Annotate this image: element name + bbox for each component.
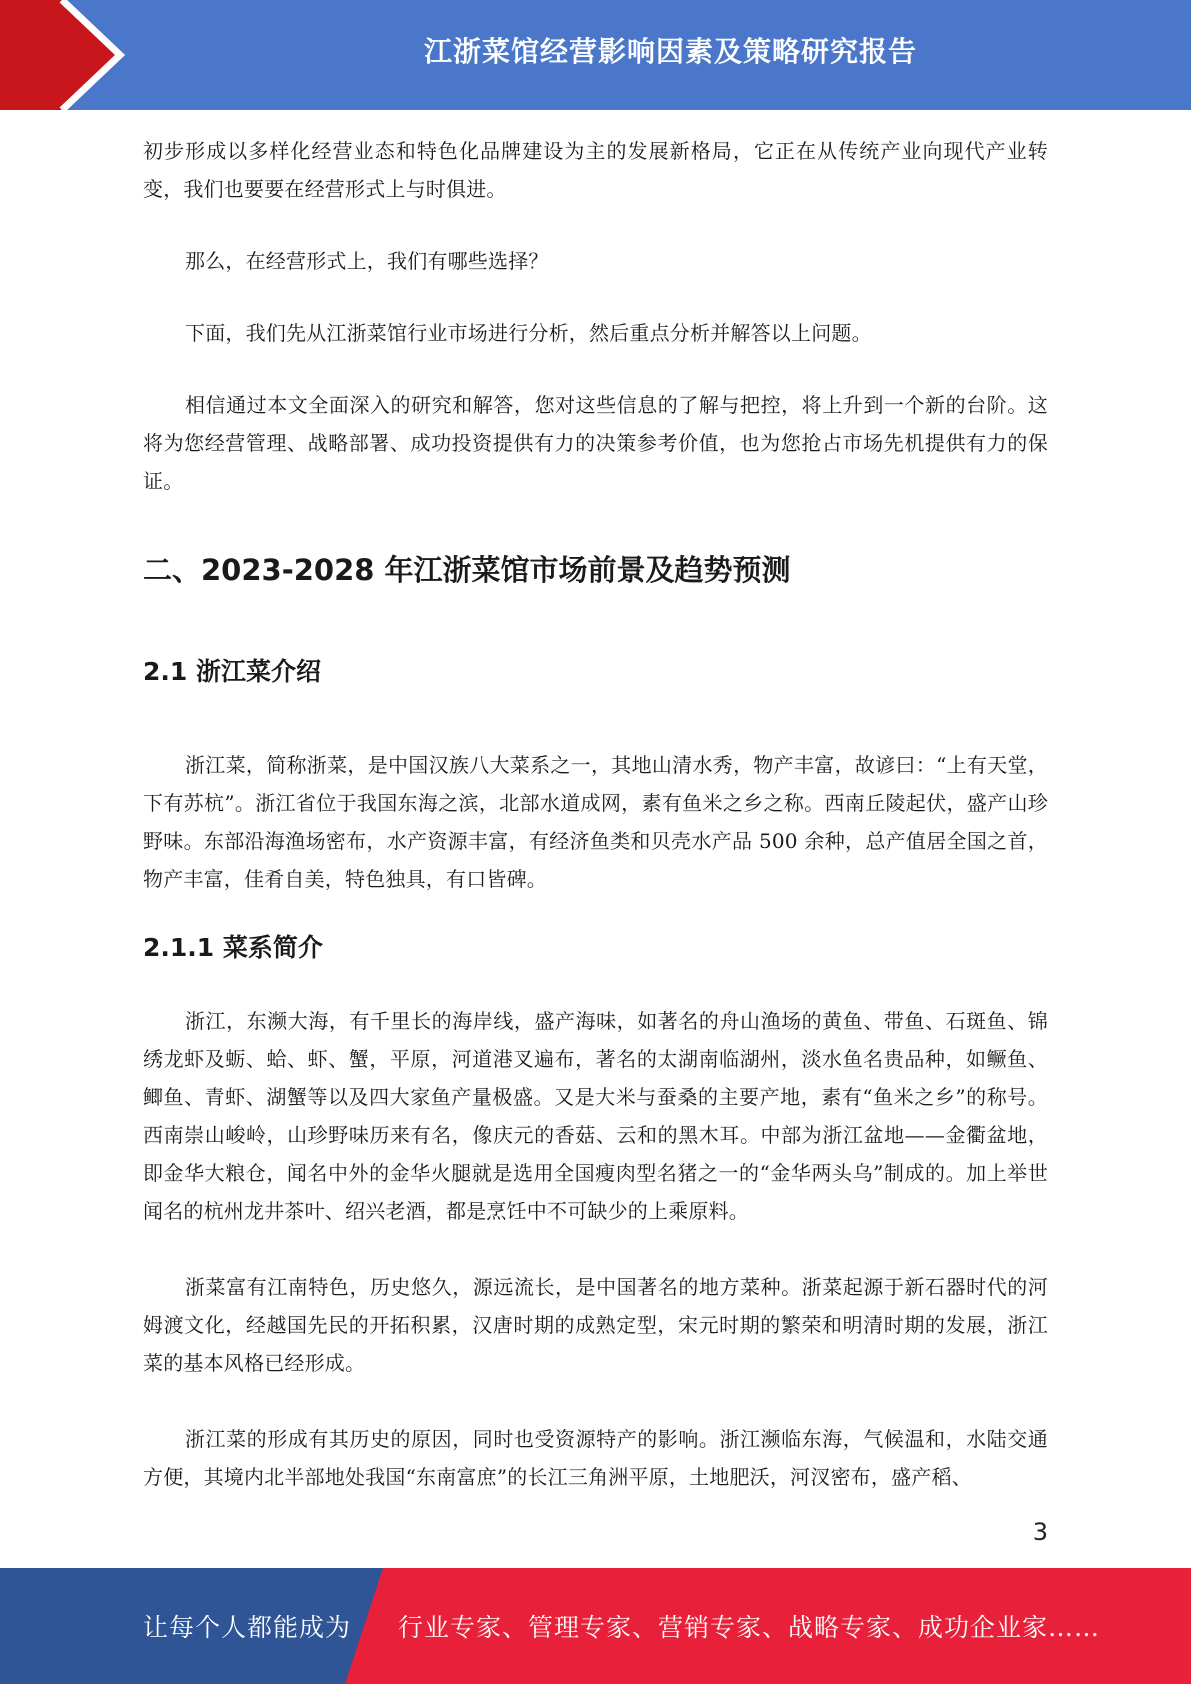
paragraph: 浙江，东濒大海，有千里长的海岸线，盛产海味，如著名的舟山渔场的黄鱼、带鱼、石斑鱼、锦绣龙虾及蛎、蛤、虾、蟹，平原，河道港叉遍布，著名的太湖南临湖州，淡水鱼名贵品种，如鳜鱼、鲫鱼、青虾、湖蟹等以及四大家鱼产量极盛。又是大米与蚕桑的主要产地，素有“鱼米之乡”的称号。西南崇山峻岭，山珍野味历来有名，像庆元的香菇、云和的黑木耳。中部为浙江盆地——金衢盆地，即金华大粮仓，闻名中外的金华火腿就是选用全国瘦肉型名猪之一的“金华两头乌”制成的。加上举世闻名的杭州龙井茶叶、绍兴老酒，都是烹饪中不可缺少的上乘原料。 bbox=[143, 1009, 1048, 1223]
paragraph: 浙菜富有江南特色，历史悠久，源远流长，是中国著名的地方菜种。浙菜起源于新石器时代的河姆渡文化，经越国先民的开拓积累，汉唐时期的成熟定型，宋元时期的繁荣和明清时期的发展，浙江菜的基本风格已经形成。 bbox=[143, 1275, 1048, 1375]
sub-subsection-heading: 2.1.1 菜系简介 bbox=[143, 933, 323, 962]
page-footer bbox=[0, 1568, 1191, 1684]
footer-slogan-right: 行业专家、管理专家、营销专家、战略专家、成功企业家…… bbox=[398, 1613, 1101, 1642]
paragraph: 那么，在经营形式上，我们有哪些选择？ bbox=[185, 249, 549, 273]
paragraph: 浙江菜，简称浙菜，是中国汉族八大菜系之一，其地山清水秀，物产丰富，故谚曰：“上有天堂，下有苏杭”。浙江省位于我国东海之滨，北部水道成网，素有鱼米之乡之称。西南丘陵起伏，盛产山珍野味。东部沿海渔场密布，水产资源丰富，有经济鱼类和贝壳水产品 500 余种，总产值居全国之首，物产丰富，佳肴自美，特色独具，有口皆碑。 bbox=[143, 753, 1048, 891]
footer-slogan-left: 让每个人都能成为 bbox=[143, 1613, 352, 1642]
page-number: 3 bbox=[1032, 1518, 1048, 1546]
paragraph: 相信通过本文全面深入的研究和解答，您对这些信息的了解与把控，将上升到一个新的台阶。这将为您经营管理、战略部署、成功投资提供有力的决策参考价值，也为您抢占市场先机提供有力的保证。 bbox=[143, 393, 1048, 493]
page-header bbox=[0, 0, 1191, 110]
section-heading: 二、2023-2028 年江浙菜馆市场前景及趋势预测 bbox=[143, 553, 791, 587]
header-title: 江浙菜馆经营影响因素及策略研究报告 bbox=[423, 35, 917, 68]
document-body bbox=[143, 132, 1048, 1496]
paragraph: 浙江菜的形成有其历史的原因，同时也受资源特产的影响。浙江濒临东海，气候温和，水陆交通方便，其境内北半部地处我国“东南富庶”的长江三角洲平原，土地肥沃，河汊密布，盛产稻、 bbox=[143, 1427, 1048, 1489]
header-arrow-decoration bbox=[0, 0, 150, 110]
subsection-heading: 2.1 浙江菜介绍 bbox=[143, 657, 321, 686]
paragraph: 初步形成以多样化经营业态和特色化品牌建设为主的发展新格局，它正在从传统产业向现代产业转变，我们也要要在经营形式上与时俱进。 bbox=[143, 139, 1048, 201]
paragraph: 下面，我们先从江浙菜馆行业市场进行分析，然后重点分析并解答以上问题。 bbox=[185, 321, 872, 345]
